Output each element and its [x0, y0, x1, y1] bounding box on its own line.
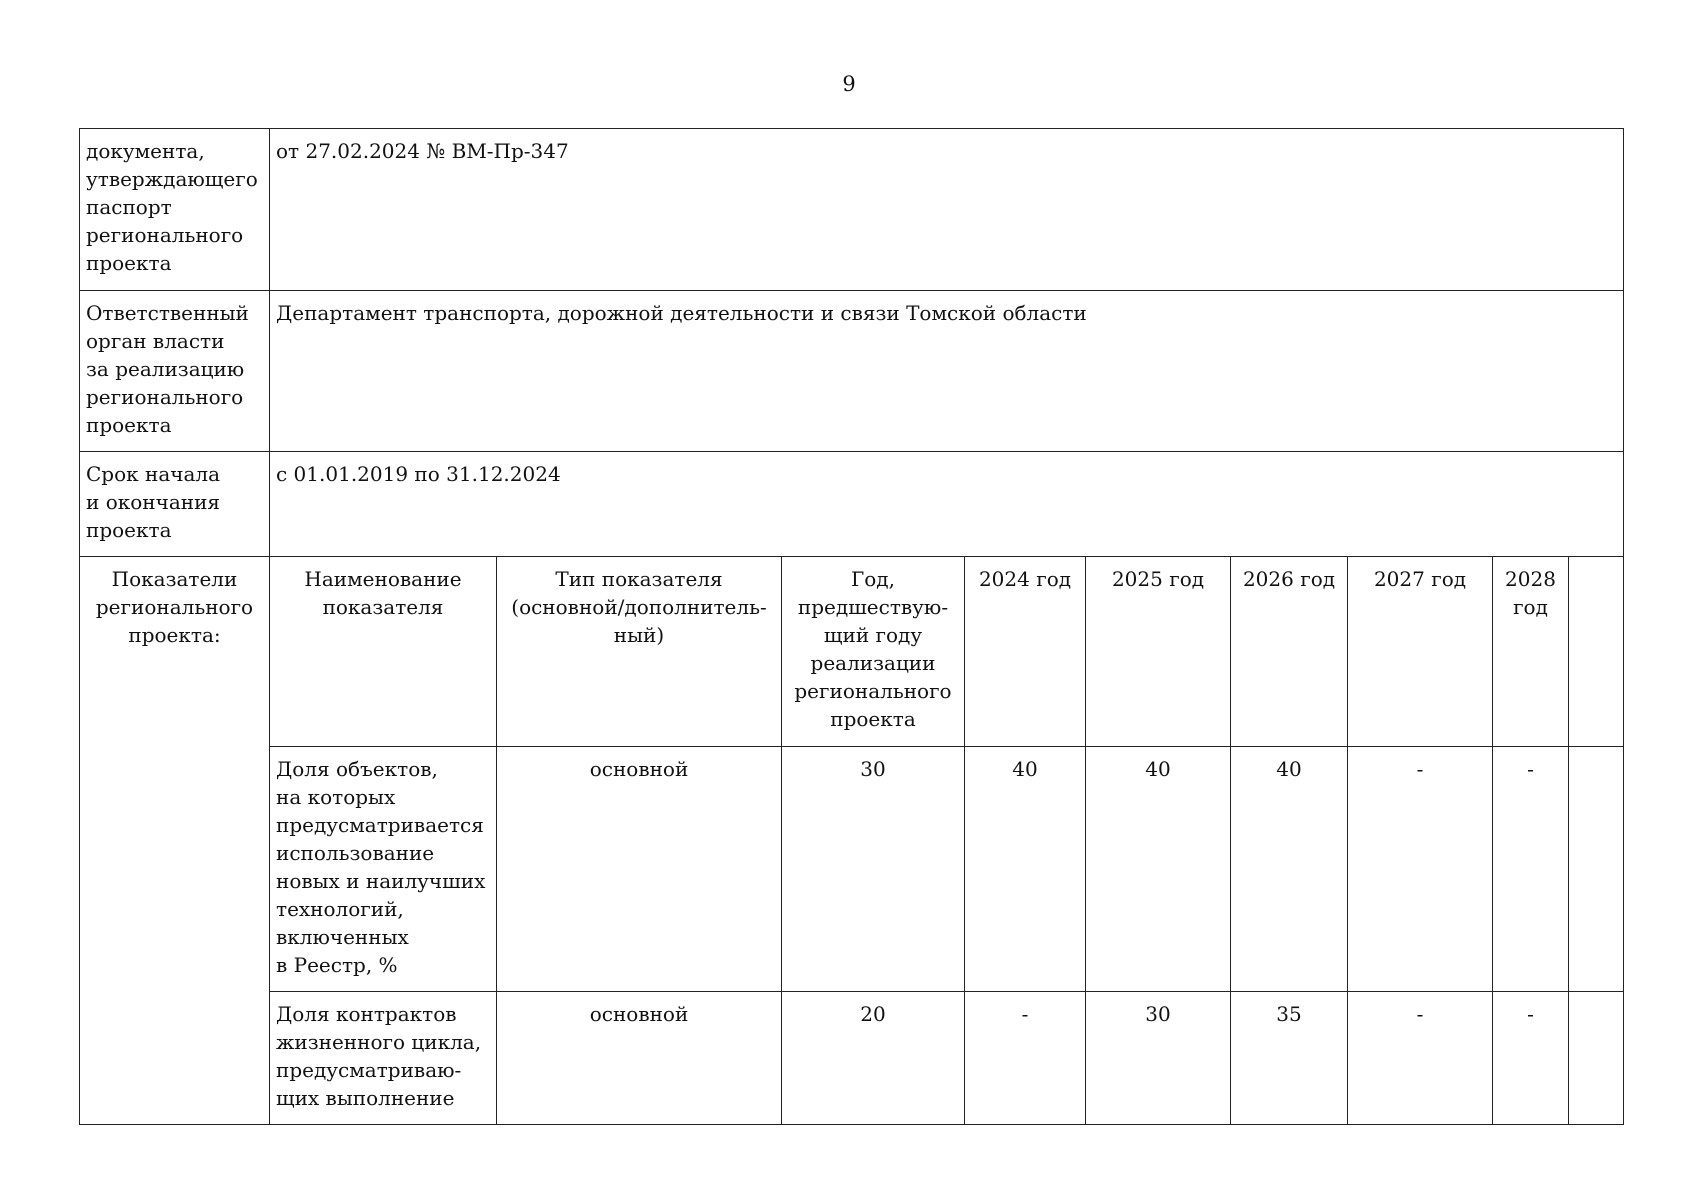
indicator-extra-value — [1569, 747, 1624, 992]
header-2025: 2025 год — [1086, 557, 1231, 747]
header-base-year: Год, предшествую- щий году реализации регионального проекта — [782, 557, 965, 747]
indicator-header-row — [80, 557, 1624, 747]
indicator-name: Доля контрактов жизненного цикла, предусматриваю- щих выполнение — [270, 992, 497, 1125]
responsible-authority-value: Департамент транспорта, дорожной деятельности и связи Томской области — [270, 291, 1624, 452]
approval-document-label: документа, утверждающего паспорт регионального проекта — [80, 129, 270, 291]
project-passport-table — [79, 128, 1624, 1125]
indicator-2024-value: 40 — [965, 747, 1086, 992]
header-2028: 2028 год — [1493, 557, 1569, 747]
indicator-extra-value — [1569, 992, 1624, 1125]
indicator-2026-value: 40 — [1231, 747, 1348, 992]
indicator-2028-value: - — [1493, 992, 1569, 1125]
responsible-authority-label: Ответственный орган власти за реализацию регионального проекта — [80, 291, 270, 452]
header-2027: 2027 год — [1348, 557, 1493, 747]
page-number: 9 — [842, 72, 856, 96]
project-period-value: с 01.01.2019 по 31.12.2024 — [270, 452, 1624, 557]
indicator-base-value: 20 — [782, 992, 965, 1125]
header-indicator-type: Тип показателя (основной/дополнитель- ный) — [497, 557, 782, 747]
indicator-2027-value: - — [1348, 992, 1493, 1125]
header-2026: 2026 год — [1231, 557, 1348, 747]
header-extra — [1569, 557, 1624, 747]
indicator-2025-value: 40 — [1086, 747, 1231, 992]
indicator-2026-value: 35 — [1231, 992, 1348, 1125]
table-row — [80, 747, 1624, 992]
indicator-base-value: 30 — [782, 747, 965, 992]
table-row — [80, 992, 1624, 1125]
indicator-2028-value: - — [1493, 747, 1569, 992]
indicators-label: Показатели регионального проекта: — [80, 557, 270, 1125]
indicator-name: Доля объектов, на которых предусматривается использование новых и наилучших технологий, включенных в Реестр, % — [270, 747, 497, 992]
row-approval-document — [80, 129, 1624, 291]
header-2024: 2024 год — [965, 557, 1086, 747]
project-period-label: Срок начала и окончания проекта — [80, 452, 270, 557]
header-indicator-name: Наименование показателя — [270, 557, 497, 747]
indicator-2024-value: - — [965, 992, 1086, 1125]
approval-document-value: от 27.02.2024 № ВМ-Пр-347 — [270, 129, 1624, 291]
indicator-2027-value: - — [1348, 747, 1493, 992]
indicator-type: основной — [497, 747, 782, 992]
indicator-2025-value: 30 — [1086, 992, 1231, 1125]
indicator-type: основной — [497, 992, 782, 1125]
row-project-period — [80, 452, 1624, 557]
row-responsible-authority — [80, 291, 1624, 452]
